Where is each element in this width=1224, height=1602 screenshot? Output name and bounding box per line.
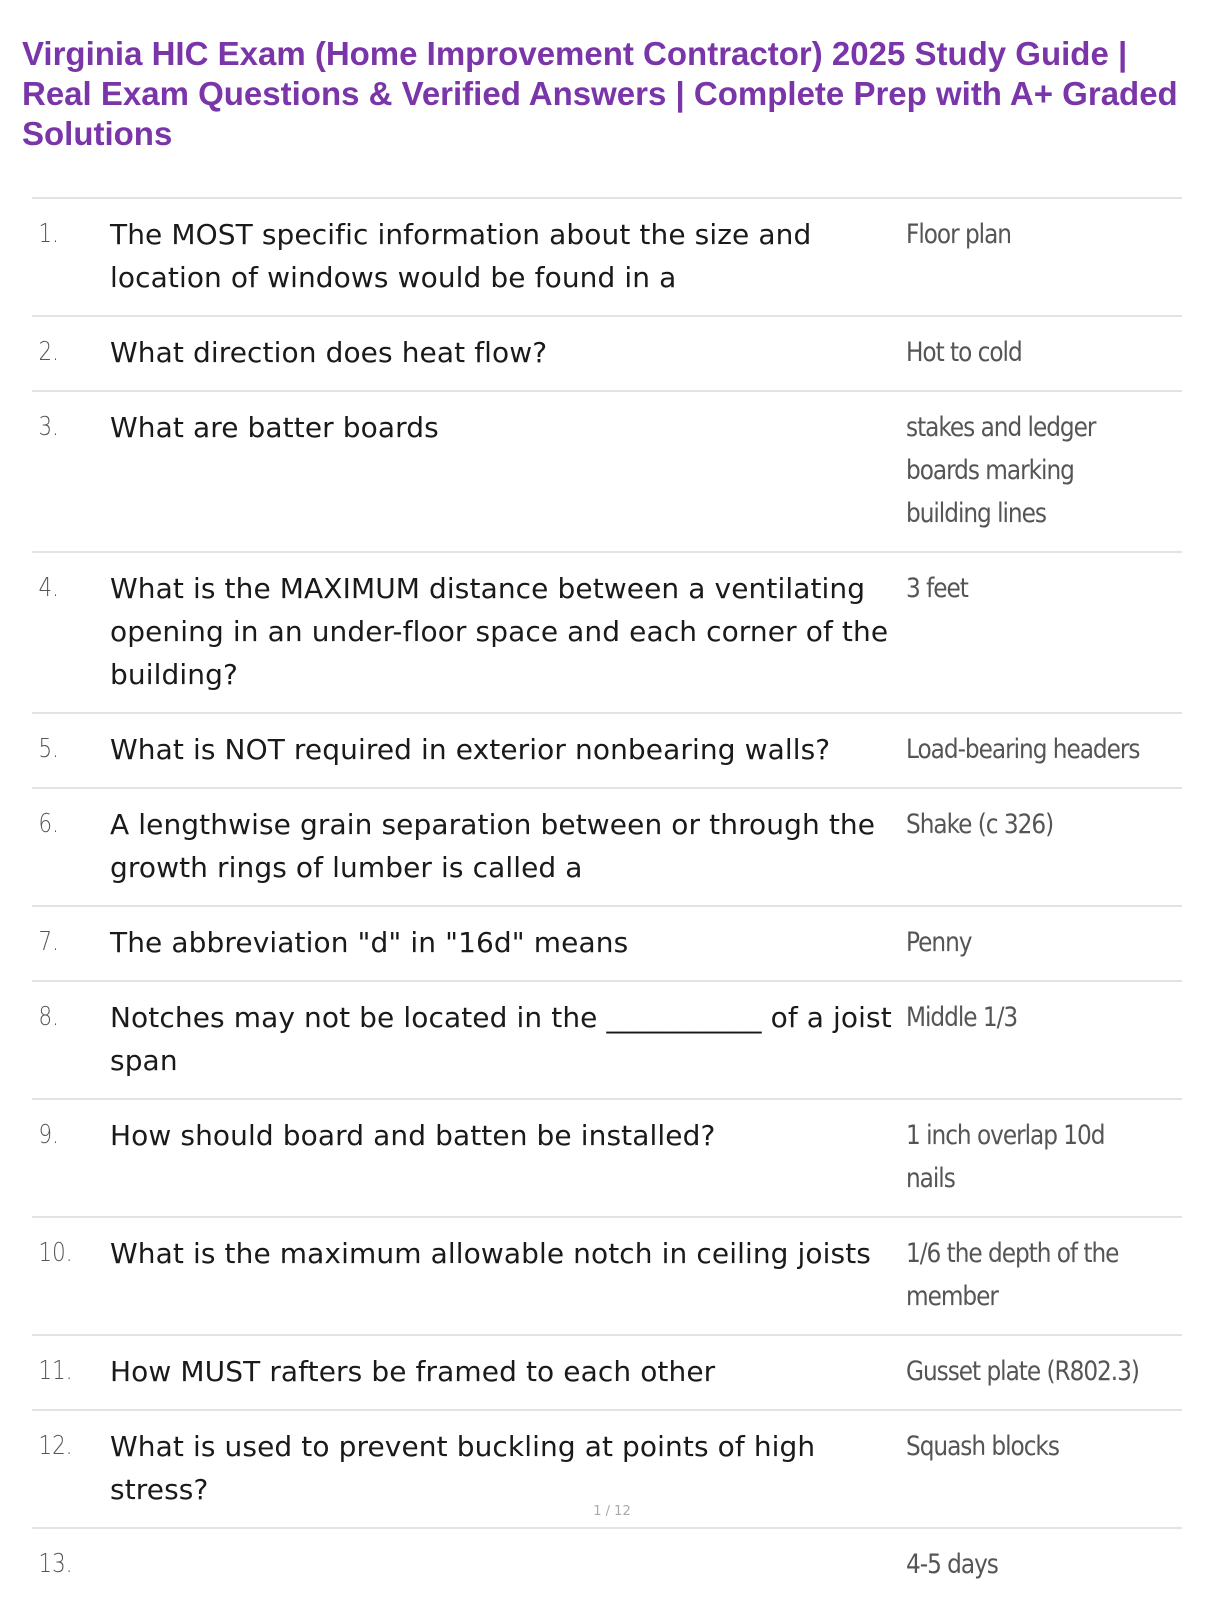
answer-text: Penny — [906, 927, 972, 958]
qa-row — [32, 1218, 1182, 1336]
qa-row — [32, 1529, 1182, 1602]
answer-text: Shake (c 326) — [906, 809, 1054, 840]
question-text: The abbreviation "d" in "16d" means — [110, 926, 629, 959]
question-number: 11. — [38, 1356, 73, 1386]
answer-text: 3 feet — [906, 573, 968, 604]
question-number: 10. — [38, 1238, 73, 1268]
question-text: What are batter boards — [110, 411, 439, 444]
answer-text: 1/6 the depth of the member — [906, 1238, 1119, 1312]
answer-text: stakes and ledger boards marking building lines — [906, 412, 1096, 529]
question-text: What is used to prevent buckling at points of high stress? — [110, 1430, 816, 1506]
question-answer-table — [32, 197, 1182, 1602]
question-text: What is NOT required in exterior nonbearing walls? — [110, 733, 831, 766]
answer-text: Gusset plate (R802.3) — [906, 1356, 1139, 1387]
question-text: What is the maximum allowable notch in ceiling joists — [110, 1237, 871, 1270]
qa-row — [32, 317, 1182, 392]
question-text: What is the MAXIMUM distance between a ventilating opening in an under-floor space and each corner of the building? — [110, 572, 889, 691]
qa-row — [32, 789, 1182, 907]
qa-row — [32, 553, 1182, 714]
question-text: How should board and batten be installed? — [110, 1119, 716, 1152]
question-text: Notches may not be located in the ___________ of a joist span — [110, 1001, 892, 1077]
question-number: 3. — [38, 412, 59, 442]
qa-row — [32, 1100, 1182, 1218]
qa-row — [32, 714, 1182, 789]
qa-row — [32, 982, 1182, 1100]
question-number: 6. — [38, 809, 59, 839]
question-text: A lengthwise grain separation between or through the growth rings of lumber is called a — [110, 808, 876, 884]
question-number: 13. — [38, 1549, 73, 1579]
answer-text: Middle 1/3 — [906, 1002, 1018, 1033]
qa-row — [32, 907, 1182, 982]
question-number: 7. — [38, 927, 59, 957]
question-number: 9. — [38, 1120, 59, 1150]
answer-text: Hot to cold — [906, 337, 1022, 368]
question-number: 8. — [38, 1002, 59, 1032]
answer-text: Squash blocks — [906, 1431, 1059, 1462]
answer-text: Floor plan — [906, 219, 1011, 250]
qa-row — [32, 199, 1182, 317]
question-text — [110, 1543, 906, 1586]
question-number: 5. — [38, 734, 59, 764]
question-text: What direction does heat flow? — [110, 336, 548, 369]
question-text: How MUST rafters be framed to each other — [110, 1355, 716, 1388]
answer-text: 4-5 days — [906, 1549, 998, 1580]
question-number: 4. — [38, 573, 59, 603]
answer-text: 1 inch overlap 10d nails — [906, 1120, 1105, 1194]
page-indicator: 1 / 12 — [593, 1504, 631, 1519]
document-title: Virginia HIC Exam (Home Improvement Contractor) 2025 Study Guide | Real Exam Questions & Verified Answers | Complete Prep with A+ Graded Solutions — [22, 35, 1178, 152]
qa-row — [32, 1336, 1182, 1411]
question-text: The MOST specific information about the size and location of windows would be found in a — [110, 218, 812, 294]
question-number: 12. — [38, 1431, 73, 1461]
question-number: 1. — [38, 219, 59, 249]
question-number: 2. — [38, 337, 59, 367]
qa-row — [32, 392, 1182, 553]
answer-text: Load-bearing headers — [906, 734, 1140, 765]
